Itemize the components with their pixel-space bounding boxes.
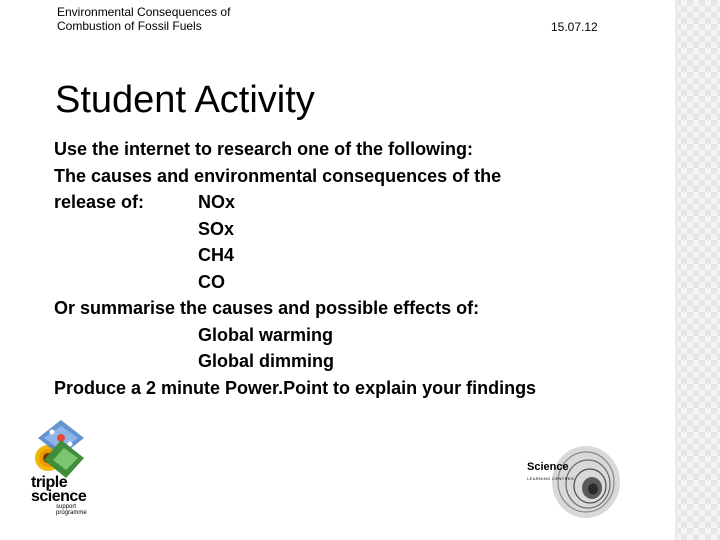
science-learning-subtitle: LEARNING CENTRES (527, 476, 575, 481)
effect-item: Global warming (198, 324, 334, 345)
wordmark-line-2: science (31, 488, 87, 505)
pollutant-item: CO (198, 271, 225, 292)
pollutant-row (54, 269, 536, 296)
slide-date: 15.07.12 (551, 20, 598, 34)
triple-science-subtitle (56, 504, 87, 516)
pollutant-item: SOx (198, 218, 235, 239)
pollutant-item: CH4 (198, 245, 235, 265)
pollutant-row (54, 216, 536, 243)
release-label: release of: (54, 192, 145, 212)
effect-row (54, 348, 536, 375)
slide-body (54, 136, 536, 401)
decorative-edge-pattern (675, 0, 720, 540)
pollutant-item: NOx (198, 192, 236, 212)
instruction-line-3: Or summarise the causes and possible effects of: (54, 298, 480, 318)
pollutant-row (54, 242, 536, 269)
nautilus-shell-icon (552, 446, 620, 518)
topic-line-1: Environmental Consequences of (57, 5, 231, 19)
effect-item: Global dimming (198, 351, 335, 371)
instruction-line-4: Produce a 2 minute Power.Point to explain your findings (54, 377, 537, 398)
instruction-line-1: Use the internet to research one of the following: (54, 139, 474, 159)
topic-line-2: Combustion of Fossil Fuels (57, 19, 202, 33)
slide-header (57, 5, 230, 33)
release-row (54, 189, 536, 216)
instruction-line-2: The causes and environmental consequences of the (54, 165, 502, 186)
science-learning-wordmark: Science (527, 461, 569, 473)
triple-science-wordmark (31, 476, 86, 504)
subtitle-line-1: support (56, 504, 77, 510)
science-learning-centres-logo (524, 440, 634, 530)
slide-title: Student Activity (55, 79, 315, 121)
subtitle-line-2: programme (56, 510, 87, 516)
wordmark-line-1: triple (31, 474, 68, 491)
effect-row (54, 322, 536, 349)
